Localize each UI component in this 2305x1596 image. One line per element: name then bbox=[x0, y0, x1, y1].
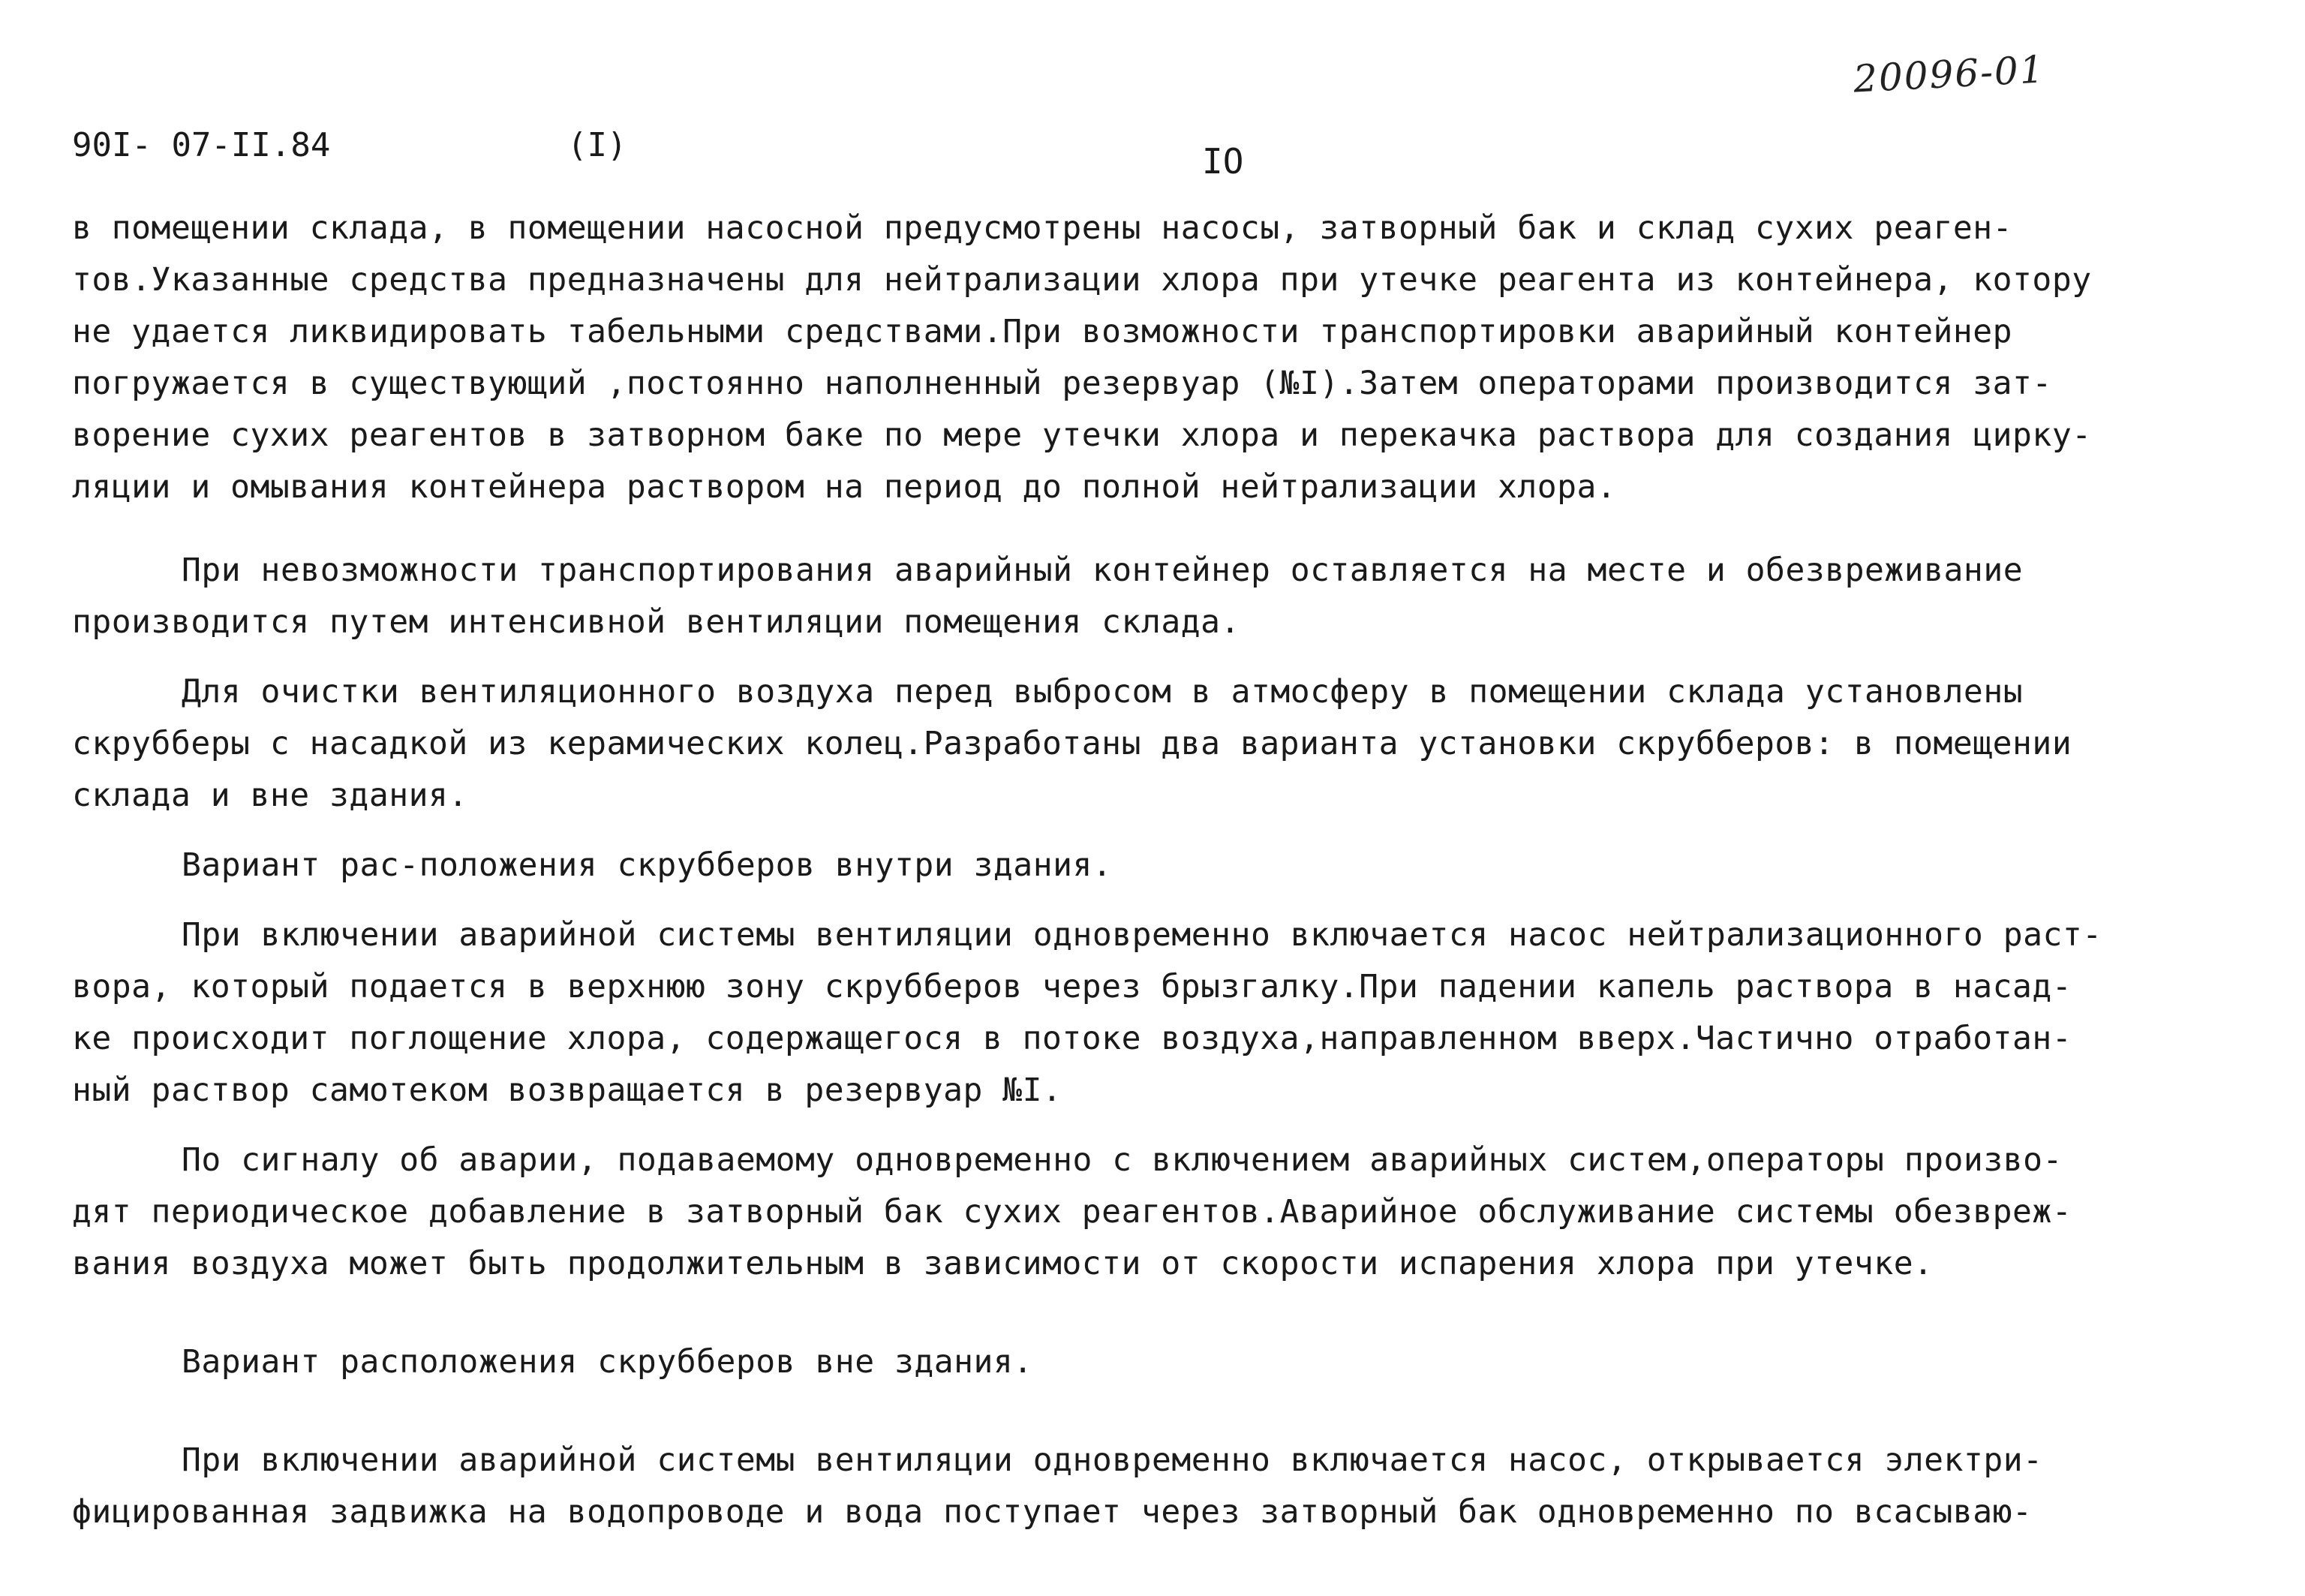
text-line: погружается в существующий ,постоянно наполненный резервуар (№I).Затем операторами производится зат- bbox=[72, 365, 2052, 402]
paragraph-8 bbox=[72, 1435, 2233, 1486]
text-line: не удается ликвидировать табельными средствами.При возможности транспортировки аварийный контейнер bbox=[72, 313, 2013, 350]
text-line: производится путем интенсивной вентиляции помещения склада. bbox=[72, 603, 1240, 641]
text-line: Для очистки вентиляционного воздуха перед выбросом в атмосферу в помещении склада установлены bbox=[182, 673, 2024, 711]
paragraph-5-continued bbox=[72, 961, 2233, 1117]
sheet-reference: (I) bbox=[567, 126, 627, 164]
page-number: IO bbox=[1202, 141, 1244, 182]
paragraph-6 bbox=[72, 1135, 2233, 1186]
text-line: вора, который подается в верхнюю зону скрубберов через брызгалку.При падении капель раствора в насад- bbox=[72, 968, 2072, 1005]
text-line: ный раствор самотеком возвращается в резервуар №I. bbox=[72, 1072, 1062, 1109]
text-line: ке происходит поглощение хлора, содержащегося в потоке воздуха,направленном вверх.Частично отработан- bbox=[72, 1020, 2072, 1057]
paragraph-2 bbox=[72, 545, 2233, 597]
text-line: При включении аварийной системы вентиляции одновременно включается насос нейтрализационного раст- bbox=[182, 916, 2102, 954]
paragraph-3-continued bbox=[72, 718, 2233, 822]
text-line: Вариант рас-положения скрубберов внутри здания. bbox=[182, 846, 1113, 884]
text-line: ляции и омывания контейнера раствором на период до полной нейтрализации хлора. bbox=[72, 468, 1617, 506]
paragraph-5 bbox=[72, 909, 2233, 961]
handwritten-code: 20096-01 bbox=[1852, 47, 2046, 101]
paragraph-6-continued bbox=[72, 1186, 2233, 1290]
document-body bbox=[72, 203, 2233, 1538]
text-line: вания воздуха может быть продолжительным в зависимости от скорости испарения хлора при утечке. bbox=[72, 1245, 1934, 1282]
text-line: По сигналу об аварии, подаваемому одновременно с включением аварийных систем,операторы произво- bbox=[182, 1141, 2063, 1179]
paragraph-2-continued bbox=[72, 597, 2233, 648]
section-heading-outside bbox=[72, 1336, 2233, 1388]
text-line: ворение сухих реагентов в затворном баке по мере утечки хлора и перекачка раствора для создания цирку- bbox=[72, 416, 2092, 454]
text-line: в помещении склада, в помещении насосной предусмотрены насосы, затворный бак и склад сухих реаген- bbox=[72, 209, 2013, 247]
text-line: Вариант расположения скрубберов вне здания. bbox=[182, 1343, 1033, 1381]
text-line: При включении аварийной системы вентиляции одновременно включается насос, открывается электри- bbox=[182, 1441, 2043, 1479]
text-line: скрубберы с насадкой из керамических колец.Разработаны два варианта установки скрубберов: в помещении bbox=[72, 725, 2072, 762]
paragraph-1 bbox=[72, 203, 2233, 513]
page-header bbox=[72, 126, 2233, 186]
text-line: дят периодическое добавление в затворный бак сухих реагентов.Аварийное обслуживание системы обезвреж- bbox=[72, 1193, 2072, 1231]
section-heading-inside bbox=[72, 840, 2233, 891]
document-code: 90I- 07-II.84 bbox=[72, 126, 331, 164]
text-line: склада и вне здания. bbox=[72, 777, 468, 814]
text-line: При невозможности транспортирования аварийный контейнер оставляется на месте и обезвреживание bbox=[182, 552, 2024, 589]
paragraph-3 bbox=[72, 666, 2233, 718]
text-line: фицированная задвижка на водопроводе и вода поступает через затворный бак одновременно по всасываю- bbox=[72, 1493, 2033, 1531]
paragraph-8-continued bbox=[72, 1486, 2233, 1538]
text-line: тов.Указанные средства предназначены для нейтрализации хлора при утечке реагента из контейнера, котору bbox=[72, 261, 2092, 299]
